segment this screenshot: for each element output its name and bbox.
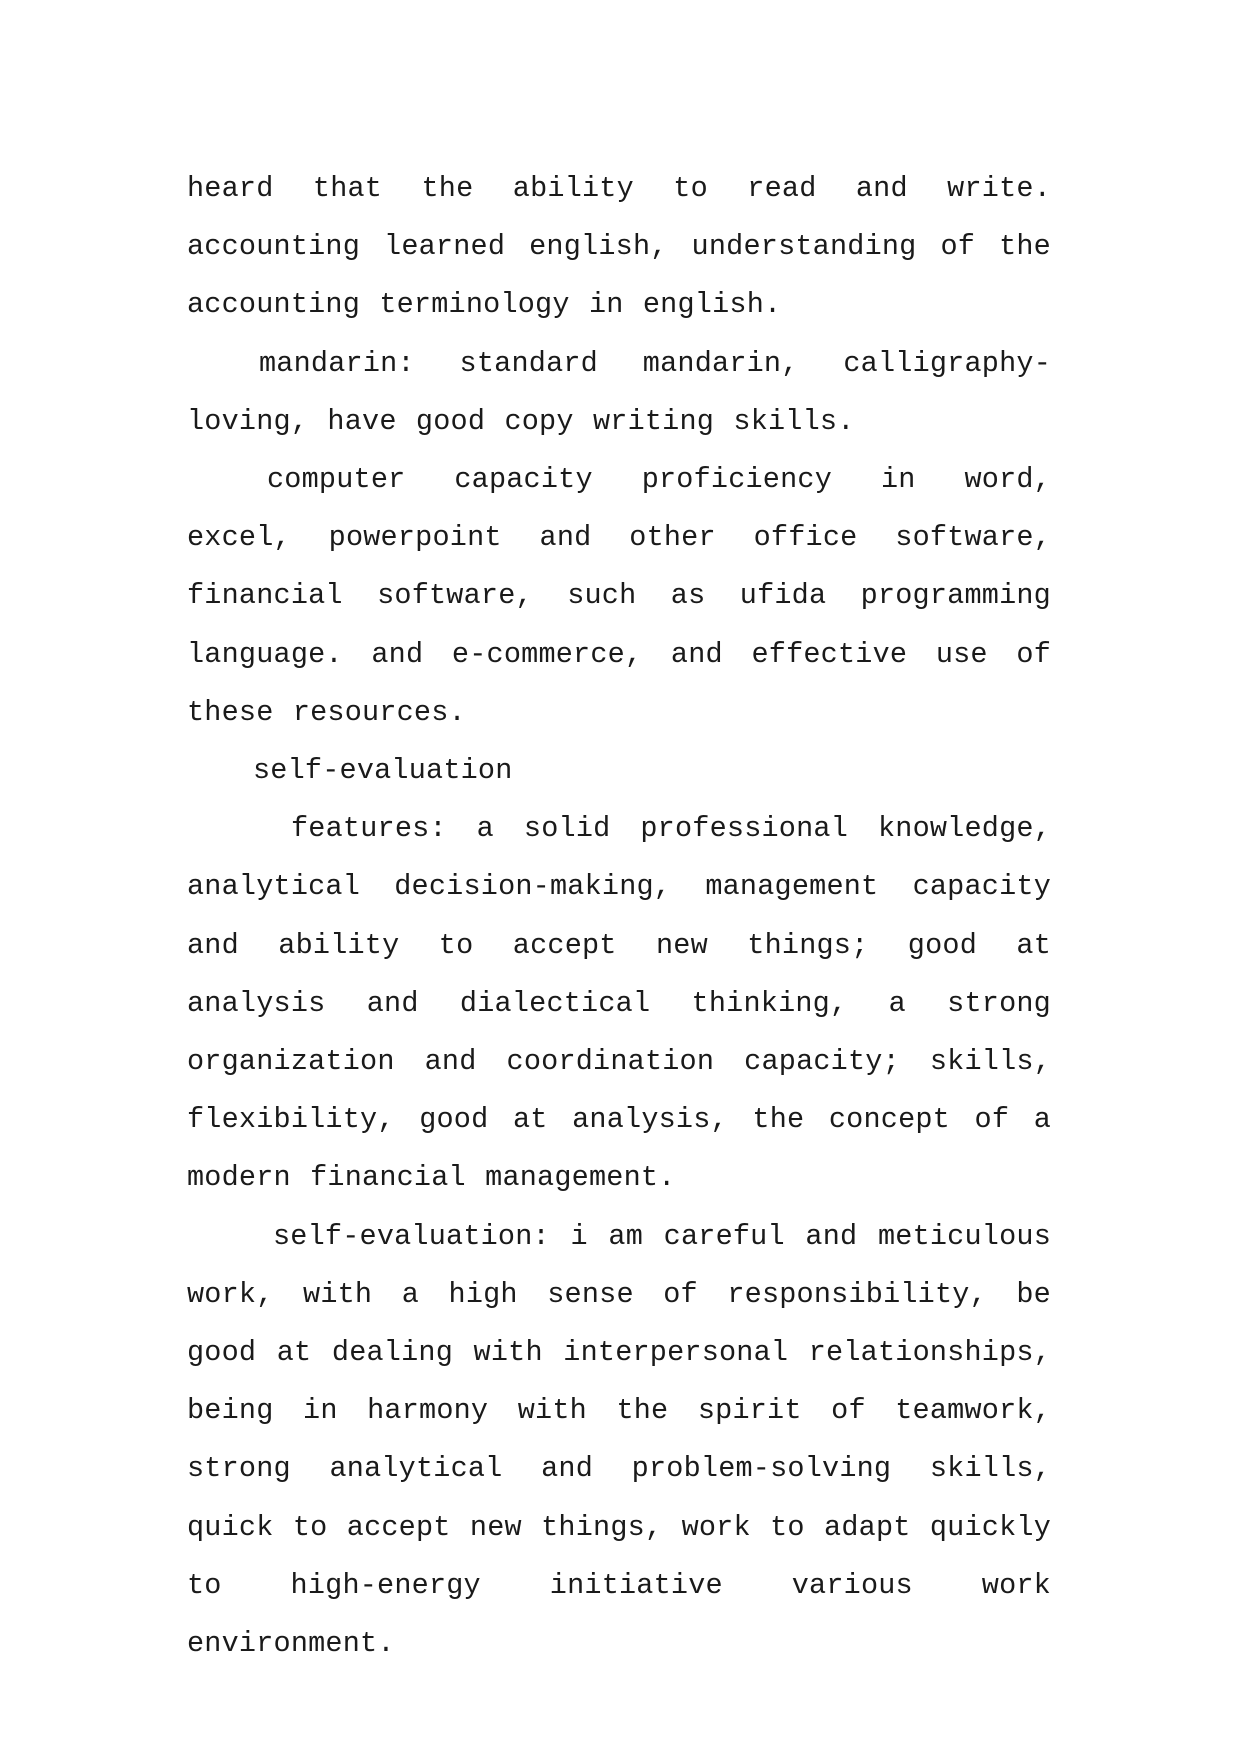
paragraph-language-skills: heard that the ability to read and write. accounting learned english, understanding of the accounting terminology in english. <box>187 172 1051 322</box>
paragraph-mandarin: mandarin: standard mandarin, calligraphy-loving, have good copy writing skills. <box>187 346 1051 438</box>
document-body <box>187 160 1051 1673</box>
paragraph-features: features: a solid professional knowledge, analytical decision-making, management capacity and ability to accept new things; good at analysis and dialectical thinking, a strong organization and coordination capacity; skills, flexibility, good at analysis, the concept of a modern financial management. <box>187 812 1051 1195</box>
section-heading-self-evaluation: self-evaluation <box>253 754 513 788</box>
paragraph-self-evaluation: self-evaluation: i am careful and meticulous work, with a high sense of responsibility, be good at dealing with interpersonal relationships, being in harmony with the spirit of teamwork, strong analytical and problem-solving skills, quick to accept new things, work to adapt quickly to high-energy initiative various work environment. <box>187 1219 1051 1661</box>
paragraph-computer-capacity: computer capacity proficiency in word, excel, powerpoint and other office software, financial software, such as ufida programming language. and e-commerce, and effective use of these resources. <box>187 463 1051 729</box>
